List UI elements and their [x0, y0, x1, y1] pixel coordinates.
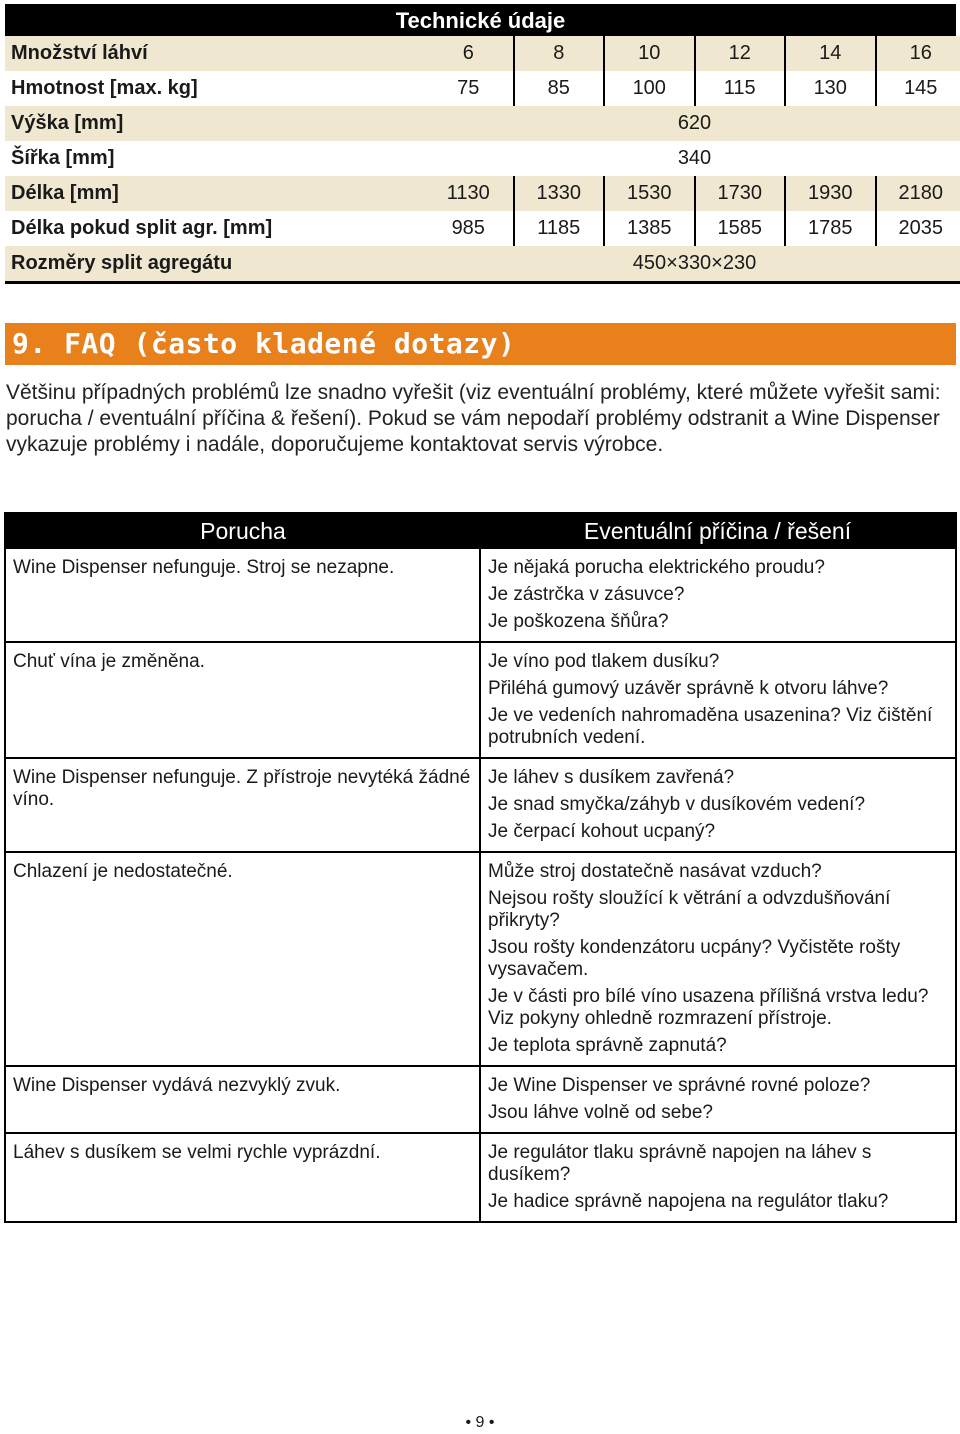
tech-row-label: Délka [mm]: [5, 176, 424, 211]
cause-item: Je nějaká porucha elektrického proudu?: [488, 557, 825, 578]
tech-row-value: 6: [424, 36, 514, 71]
tech-row: [5, 211, 960, 246]
tech-row: [5, 246, 960, 283]
tech-row-label: Šířka [mm]: [11, 147, 115, 169]
cause-cell: [480, 1066, 955, 1133]
tech-row-value: 100: [604, 71, 695, 106]
cause-item: Je teplota správně zapnutá?: [488, 1035, 727, 1056]
fault-cell: Wine Dispenser nefunguje. Stroj se nezapne.: [6, 549, 480, 642]
tech-row-value: 2180: [876, 176, 960, 211]
cause-item: Je Wine Dispenser ve správné rovné poloze?: [488, 1075, 871, 1096]
faq-row: [6, 1066, 955, 1133]
tech-row-value: 1130: [424, 176, 514, 211]
technical-data-table: [5, 4, 956, 284]
tech-row-value: 12: [695, 36, 786, 71]
cause-item: Je regulátor tlaku správně napojen na láhev s dusíkem?: [488, 1142, 872, 1185]
cause-item: Je poškozena šňůra?: [488, 611, 669, 632]
cause-cell: [480, 549, 955, 642]
tech-row: [5, 141, 960, 176]
tech-row-label: Délka pokud split agr. [mm]: [11, 217, 273, 239]
tech-row-value: 85: [514, 71, 605, 106]
cause-item: Nejsou rošty sloužící k větrání a odvzdušňování přikryty?: [488, 888, 891, 931]
technical-data-grid: [5, 36, 960, 284]
tech-row-value: 1585: [695, 211, 786, 246]
tech-row-value: 145: [876, 71, 960, 106]
faq-row: [6, 852, 955, 1066]
fault-cell: Wine Dispenser vydává nezvyklý zvuk.: [6, 1066, 480, 1133]
tech-row: [5, 176, 960, 211]
cause-item: Je snad smyčka/záhyb v dusíkovém vedení?: [488, 794, 866, 815]
tech-row-label: Hmotnost [max. kg]: [11, 77, 198, 99]
tech-row-value: 10: [604, 36, 695, 71]
tech-row-value: 620: [424, 106, 960, 141]
tech-row-value: 1185: [514, 211, 605, 246]
tech-row-label: Výška [mm]: [5, 106, 424, 141]
cause-item: Může stroj dostatečně nasávat vzduch?: [488, 861, 822, 882]
faq-table: [4, 512, 957, 1223]
cause-cell: [480, 852, 955, 1066]
tech-row-label: Rozměry split agregátu: [5, 246, 424, 283]
tech-row-value: 1785: [785, 211, 876, 246]
tech-row-value: 1730: [695, 176, 786, 211]
technical-data-title: Technické údaje: [5, 4, 956, 36]
fault-cell: Láhev s dusíkem se velmi rychle vyprázdní.: [6, 1133, 480, 1221]
tech-row: [5, 106, 960, 141]
cause-item: Je láhev s dusíkem zavřená?: [488, 767, 735, 788]
fault-cell: Chuť vína je změněna.: [6, 642, 480, 758]
tech-row-value: 8: [514, 36, 605, 71]
tech-row-label: Množství láhví: [5, 36, 424, 71]
tech-row-value: 1330: [514, 176, 605, 211]
cause-item: Je víno pod tlakem dusíku?: [488, 651, 720, 672]
faq-table-header-row: [6, 514, 955, 549]
cause-cell: [480, 758, 955, 852]
tech-row-value: 115: [695, 71, 786, 106]
cause-item: Je ve vedeních nahromaděna usazenina? Viz čištění potrubních vedení.: [488, 705, 933, 748]
tech-row-value: 75: [457, 77, 480, 99]
fault-cell: Wine Dispenser nefunguje. Z přístroje nevytéká žádné víno.: [6, 758, 480, 852]
cause-item: Přiléhá gumový uzávěr správně k otvoru láhve?: [488, 678, 889, 699]
tech-row-value: 16: [876, 36, 960, 71]
tech-row-value: 985: [451, 217, 485, 239]
faq-row: [6, 1133, 955, 1221]
cause-column-header: Eventuální příčina / řešení: [480, 514, 955, 549]
cause-item: Je zástrčka v zásuvce?: [488, 584, 685, 605]
tech-row: [5, 36, 960, 71]
tech-row-value: 1385: [604, 211, 695, 246]
cause-item: Jsou rošty kondenzátoru ucpány? Vyčistěte rošty vysavačem.: [488, 937, 901, 980]
faq-heading-text: 9. FAQ (často kladené dotazy): [12, 327, 516, 360]
tech-row-value: 2035: [876, 211, 960, 246]
cause-cell: [480, 642, 955, 758]
faq-row: [6, 758, 955, 852]
tech-row: [5, 71, 960, 106]
cause-cell: [480, 1133, 955, 1221]
faq-section-heading: [5, 323, 956, 365]
tech-row-value: 450×330×230: [424, 246, 960, 283]
cause-item: Je hadice správně napojena na regulátor tlaku?: [488, 1191, 889, 1212]
cause-item: Je čerpací kohout ucpaný?: [488, 821, 716, 842]
tech-row-value: 340: [677, 147, 712, 169]
tech-row-value: 1930: [785, 176, 876, 211]
tech-row-value: 1530: [604, 176, 695, 211]
cause-item: Je v části pro bílé víno usazena přílišná vrstva ledu? Viz pokyny ohledně rozmrazení přístroje.: [488, 986, 929, 1029]
page-number: • 9 •: [465, 1414, 495, 1431]
cause-item: Jsou láhve volně od sebe?: [488, 1102, 713, 1123]
fault-column-header: Porucha: [6, 514, 480, 549]
fault-cell: Chlazení je nedostatečné.: [6, 852, 480, 1066]
tech-row-value: 14: [785, 36, 876, 71]
faq-row: [6, 549, 955, 642]
faq-intro-paragraph: Většinu případných problémů lze snadno vyřešit (viz eventuální problémy, které můžete vyřešit sami: porucha / eventuální příčina & řešení). Pokud se vám nepodaří problémy odstranit a Wine Dispenser vykazuje problémy i nadále, doporučujeme kontaktovat servis výrobce.: [6, 381, 941, 456]
faq-row: [6, 642, 955, 758]
tech-row-value: 130: [785, 71, 876, 106]
